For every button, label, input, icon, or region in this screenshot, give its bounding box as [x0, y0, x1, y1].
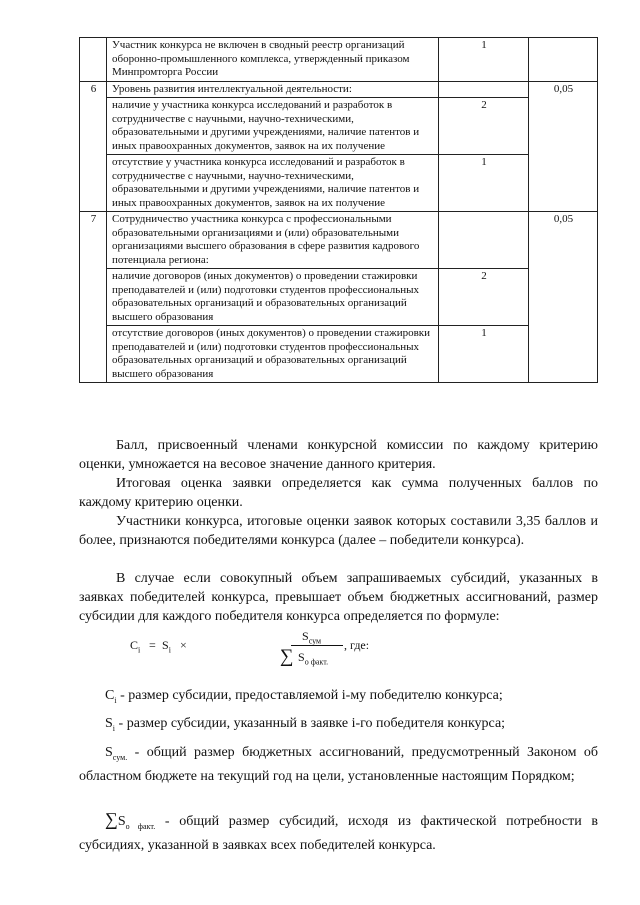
row-number: 7 — [80, 212, 107, 383]
subsidy-formula — [130, 628, 370, 668]
criterion-score — [439, 212, 529, 269]
paragraph-formula-intro: В случае если совокупный объем запрашиваемых субсидий, указанных в заявках победителей конкурса, превышает объем бюджетных ассигнований, размер субсидии для каждого победителя конкурса определяется по формуле: — [79, 571, 598, 624]
criterion-heading: Уровень развития интеллектуальной деятельности: — [107, 81, 439, 98]
criterion-heading: Сотрудничество участника конкурса с профессиональными образовательными организациями и (или) образовательными организациями высшего образования в сфере развития кадрового потенциала региона: — [107, 212, 439, 269]
table-row — [80, 326, 598, 383]
row-number: 6 — [80, 81, 107, 212]
paragraph-winners: Участники конкурса, итоговые оценки заявок которых составили 3,35 баллов и более, признаются победителями конкурса (далее – победители конкурса). — [79, 514, 598, 548]
criterion-text: отсутствие договоров (иных документов) о проведении стажировки преподавателей и (или) подготовки студентов профессиональных образовательных организаций и образовательных организаций высшего образования — [107, 326, 439, 383]
formula-numerator: $S_{сум}$ — [302, 629, 322, 646]
definition-ssum: $S_{сум.}$ - общий размер бюджетных ассигнований, предусмотренный Законом об областном бюджете на текущий год на цели, установленные настоящим Порядком; — [79, 745, 598, 784]
formula-denominator: $S_{о факт.}$ — [298, 650, 329, 667]
table-row — [80, 81, 598, 98]
definition-si: $S_i$ - размер субсидии, указанный в заявке i-го победителя конкурса; — [105, 716, 506, 733]
paragraph-score-weighting: Балл, присвоенный членами конкурсной комиссии по каждому критерию оценки, умножается на весовое значение данного критерия. — [79, 438, 598, 472]
row-number — [80, 38, 107, 82]
criterion-text: Участник конкурса не включен в сводный реестр организаций оборонно-промышленного комплекса, утвержденный приказом Минпромторга России — [107, 38, 439, 82]
formula-tail: , где: — [344, 638, 370, 652]
criterion-score: 1 — [439, 326, 529, 383]
formula-equals: = — [149, 638, 156, 652]
paragraph-total-score: Итоговая оценка заявки определяется как сумма полученных баллов по каждому критерию оценки. — [79, 476, 598, 510]
table-row — [80, 269, 598, 326]
criterion-score: 1 — [439, 155, 529, 212]
table-row — [80, 38, 598, 82]
criterion-text: наличие договоров (иных документов) о проведении стажировки преподавателей и (или) подготовки студентов профессиональных образовательных организаций и образовательных организаций высшего образования — [107, 269, 439, 326]
criterion-weight: 0,05 — [529, 212, 598, 383]
sigma-symbol: ∑ — [280, 646, 294, 667]
definition-ci: $C_i$ - размер субсидии, предоставляемой i-му победителю конкурса; — [105, 688, 503, 705]
criterion-text: отсутствие у участника конкурса исследований и разработок в сотрудничестве с научными, научно-техническими, образовательными и другими учреждениями, наличие патентов и иных правоохранных документов, заявок на их получение — [107, 155, 439, 212]
criterion-score: 1 — [439, 38, 529, 82]
sigma-symbol: ∑ — [105, 809, 118, 829]
criterion-weight: 0,05 — [529, 81, 598, 212]
criteria-table — [79, 37, 598, 383]
formula-lhs: $C_i$ — [130, 638, 141, 655]
definition-sfact: $\sum S_{о факт.}$ - общий размер субсидий, исходя из фактической потребности в субсидиях, указанной в заявках всех победителей конкурса. — [79, 809, 598, 853]
criterion-score: 2 — [439, 269, 529, 326]
fraction-bar — [291, 645, 343, 646]
table-row — [80, 212, 598, 269]
table-row — [80, 155, 598, 212]
criterion-text: наличие у участника конкурса исследований и разработок в сотрудничестве с научными, научно-техническими, образовательными и другими учреждениями, наличие патентов и иных правоохранных документов, заявок на их получение — [107, 98, 439, 155]
table-row — [80, 98, 598, 155]
criterion-score: 2 — [439, 98, 529, 155]
criterion-score — [439, 81, 529, 98]
criterion-weight — [529, 38, 598, 82]
formula-times: × — [180, 638, 187, 652]
formula-si: $S_i$ — [162, 638, 171, 655]
